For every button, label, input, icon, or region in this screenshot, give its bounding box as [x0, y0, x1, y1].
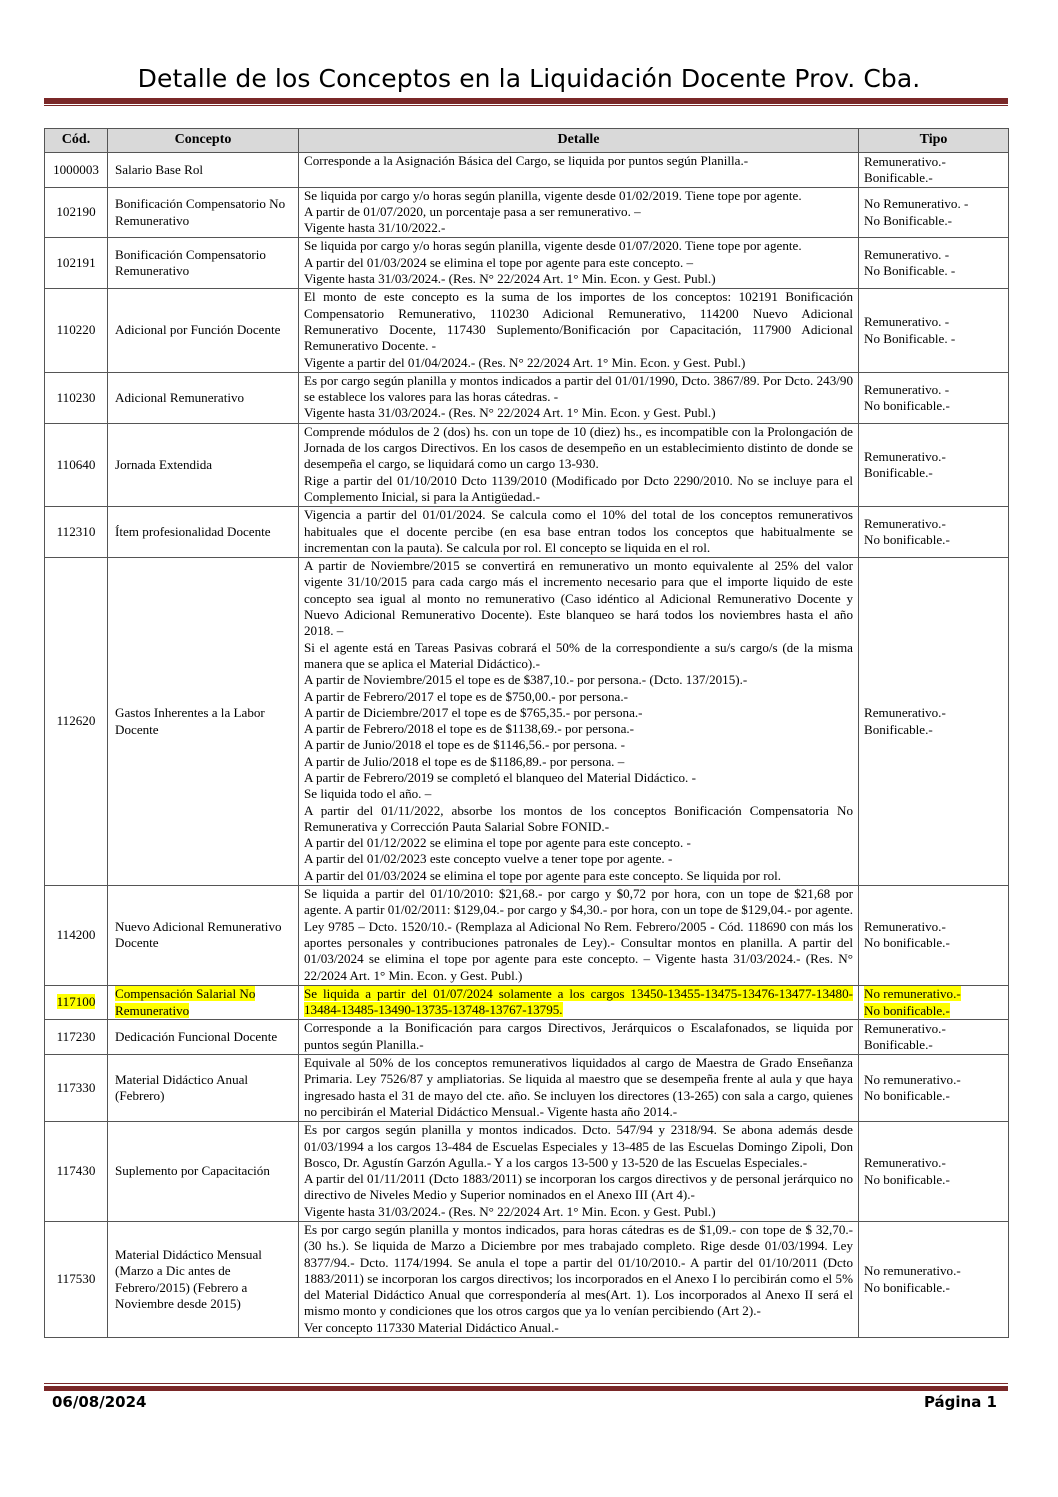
codigo-text: 117430 [56, 1163, 96, 1179]
concepto-text: Compensación Salarial No Remunerativo [115, 986, 256, 1018]
cell-tipo [859, 558, 1009, 886]
detalle-line: A partir de Noviembre/2015 el tope es de $387,10.- por persona.- (Dcto. 137/2015).- [304, 672, 748, 688]
detalle-line: A partir de Julio/2018 el tope es de $1186,89.- por persona. – [304, 753, 625, 769]
header-concepto: Concepto [108, 129, 299, 153]
detalle-line: Rige a partir del 01/10/2010 Dcto 1139/2010 (Modificado por Dcto 2290/2010. No se incluye para el Complemento Inicial, si para la Antigüedad.- [304, 472, 853, 504]
codigo-text: 117100 [56, 994, 96, 1010]
concepto-text: Adicional por Función Docente [115, 322, 281, 338]
tipo-text: Remunerativo.- Bonificable.- [864, 705, 946, 737]
detalle-line: Comprende módulos de 2 (dos) hs. con un tope de 10 (diez) hs., es incompatible con la Prolongación de Jornada de los cargos Directivos. En los casos de desempeño en un establecimiento distinto de donde se desempeña el cargo, se liquidará como un cargo 13-930. [304, 423, 853, 472]
detalle-line: Vigente hasta 31/03/2024.- (Res. N° 22/2024 Art. 1° Min. Econ. y Gest. Publ.) [304, 405, 716, 421]
table-row [45, 558, 1009, 886]
detalle-line: Si el agente está en Tareas Pasivas cobrará el 50% de la correspondiente a su/s cargo/s (de la misma manera que se aplica el Material Didáctico).- [304, 639, 853, 671]
cell-codigo [45, 507, 108, 558]
codigo-text: 114200 [56, 927, 96, 943]
cell-detalle [299, 886, 859, 986]
detalle-line: Se liquida por cargo y/o horas según planilla, vigente desde 01/07/2020. Tiene tope por agente. [304, 238, 802, 254]
cell-detalle [299, 238, 859, 289]
cell-codigo [45, 238, 108, 289]
tipo-text: Remunerativo.- No bonificable.- [864, 919, 950, 951]
detalle-line: El monto de este concepto es la suma de los importes de los conceptos: 102191 Bonificación Compensatorio Remunerativo, 110230 Adicional Remunerativo, 114200 Nuevo Adicional Remunerativo Docente, 117430 Suplemento/Bonificación por Capacitación, 117900 Adicional Remunerativo Docente. - [304, 289, 853, 354]
detalle-line: A partir de Febrero/2018 el tope es de $1138,69.- por persona.- [304, 721, 635, 737]
tipo-text: Remunerativo.- Bonificable.- [864, 448, 946, 480]
cell-concepto [108, 985, 299, 1020]
tipo-text: No remunerativo.- No bonificable.- [864, 1263, 961, 1295]
table-row [45, 507, 1009, 558]
cell-detalle [299, 423, 859, 506]
codigo-text: 117230 [56, 1029, 96, 1045]
cell-tipo [859, 238, 1009, 289]
cell-concepto [108, 423, 299, 506]
tipo-text: Remunerativo.- Bonificable.- [864, 1020, 946, 1053]
detalle-line: Vigente hasta 31/10/2022.- [304, 220, 446, 236]
cell-detalle [299, 153, 859, 188]
cell-detalle [299, 372, 859, 423]
detalle-line: Se liquida todo el año. – [304, 786, 432, 802]
codigo-text: 1000003 [53, 161, 99, 177]
table-row [45, 289, 1009, 372]
table-row [45, 187, 1009, 238]
detalle-line: A partir del 01/03/2024 se elimina el tope por agente para este concepto. – [304, 254, 694, 270]
concepto-text: Bonificación Compensatorio No Remunerativo [115, 196, 286, 228]
detalle-line: Corresponde a la Bonificación para cargos Directivos, Jerárquicos o Escalafonados, se liquida por puntos según Planilla.- [304, 1020, 853, 1052]
detalle-highlight: Se liquida a partir del 01/07/2024 solamente a los cargos 13450-13455-13475-13476-13477-13480-13484-13485-13490-13735-13748-13767-13795. [304, 985, 853, 1018]
cell-concepto [108, 558, 299, 886]
cell-detalle [299, 558, 859, 886]
detalle-line: A partir de Diciembre/2017 el tope es de $765,35.- por persona.- [304, 704, 643, 720]
tipo-text: Remunerativo. - No Bonificable. - [864, 247, 956, 279]
cell-tipo [859, 423, 1009, 506]
cell-tipo [859, 187, 1009, 238]
detalle-line [304, 169, 853, 185]
table-row [45, 886, 1009, 986]
detalle-line: Vigente hasta 31/03/2024.- (Res. N° 22/2024 Art. 1° Min. Econ. y Gest. Publ.) [304, 271, 716, 287]
table-row [45, 1020, 1009, 1055]
concepto-text: Ítem profesionalidad Docente [115, 524, 271, 540]
table-row [45, 1055, 1009, 1122]
detalle-line: Se liquida por cargo y/o horas según planilla, vigente desde 01/02/2019. Tiene tope por agente. [304, 187, 802, 203]
detalle-line: Se liquida a partir del 01/10/2010: $21,68.- por cargo y $0,72 por hora, con un tope de $21,68 por agente. A partir 01/02/2011: $129,04.- por cargo y $4,30.- por hora, con un tope de $129,04.- por agente. Ley 9785 – Dcto. 1520/10.- (Remplaza al Adicional No Rem. Febrero/2005 - Cód. 118690 con más los aportes personales y contribuciones patronales de Ley).- Consultar montos en planilla. A partir del 01/03/2024 se elimina el tope por agente para este concepto. – Vigente hasta 31/03/2024.- (Res. N° 22/2024 Art. 1° Min. Econ. y Gest. Publ.) [304, 886, 853, 983]
tipo-text: Remunerativo.- No bonificable.- [864, 1155, 950, 1187]
cell-detalle [299, 985, 859, 1020]
cell-codigo [45, 289, 108, 372]
header-tipo: Tipo [859, 129, 1009, 153]
cell-codigo [45, 886, 108, 986]
cell-concepto [108, 153, 299, 188]
cell-codigo [45, 1222, 108, 1338]
codigo-text: 112620 [56, 713, 96, 729]
cell-tipo [859, 985, 1009, 1020]
concepto-text: Bonificación Compensatorio Remunerativo [115, 247, 266, 279]
detalle-line: A partir del 01/11/2022, absorbe los montos de los conceptos Bonificación Compensatoria No Remunerativa y Corrección Pauta Salarial Sobre FONID.- [304, 802, 853, 834]
header-codigo: Cód. [45, 129, 108, 153]
detalle-line: Es por cargo según planilla y montos indicados, para horas cátedras es de $1,09.- con tope de $ 32,70.- (30 hs.). Se liquida de Marzo a Diciembre por mes trabajado completo. Rige desde 01/03/1994. Ley 8377/94.- Dcto. 1174/1994. Se anula el tope a partir del 01/10/2010.- A partir del 01/10/2011 (Dcto 1883/2011) se incorporan los cargos directivos; los incorporados en el Anexo I lo percibirán como el 5% del Material Didáctico Anual que correspondería al mes(Art. 1). Los incorporados al Anexo II será el mismo monto y condiciones que los otros cargos que ya lo venían percibiendo (Art 2).- [304, 1222, 853, 1319]
detalle-line: Equivale al 50% de los conceptos remunerativos liquidados al cargo de Maestra de Grado Enseñanza Primaria. Ley 7526/87 y ampliatorias. Se liquida al maestro que se desempeña frente al aula y que haya ingresado hasta el 31 de mayo del cte. año. Se incluyen los directores (13-265) con sala a cargo, quienes no percibirán el Material Didáctico Mensual.- Vigente hasta año 2014.- [304, 1055, 853, 1119]
concepto-text: Material Didáctico Mensual (Marzo a Dic antes de Febrero/2015) (Febrero a Noviembre desde 2015) [115, 1246, 262, 1311]
detalle-line: Vigencia a partir del 01/01/2024. Se calcula como el 10% del total de los conceptos remunerativos habituales que el docente percibe (en esa base entran todos los conceptos que habitualmente se incrementan con la pauta). Se calcula por rol. El concepto se liquida en el rol. [304, 507, 853, 555]
concepto-text: Suplemento por Capacitación [115, 1163, 270, 1179]
cell-detalle [299, 1020, 859, 1055]
table-row [45, 985, 1009, 1020]
title-rule [44, 98, 1008, 104]
cell-codigo [45, 985, 108, 1020]
detalle-line: A partir de Febrero/2017 el tope es de $750,00.- por persona.- [304, 688, 628, 704]
codigo-text: 112310 [56, 524, 96, 540]
cell-tipo [859, 507, 1009, 558]
concepto-text: Material Didáctico Anual (Febrero) [115, 1071, 249, 1104]
concepto-text: Adicional Remunerativo [115, 389, 245, 405]
detalle-line: A partir de Febrero/2019 se completó el blanqueo del Material Didáctico. - [304, 769, 696, 785]
codigo-text: 110230 [56, 389, 96, 405]
tipo-text: Remunerativo. - No bonificable.- [864, 381, 950, 413]
tipo-text: No remunerativo.- No bonificable.- [864, 1071, 961, 1104]
table-row [45, 153, 1009, 188]
table-header-row [45, 129, 1009, 153]
concepto-text: Gastos Inherentes a la Labor Docente [115, 705, 265, 737]
cell-codigo [45, 1020, 108, 1055]
header-detalle: Detalle [299, 129, 859, 153]
detalle-line: A partir del 01/11/2011 (Dcto 1883/2011) se incorporan los cargos directivos y de personal jerárquico no directivo de Niveles Medio y Superior nominados en el Anexo III (Art 4).- [304, 1171, 853, 1203]
cell-detalle [299, 1222, 859, 1338]
footer-rule [44, 1383, 1008, 1384]
concepto-text: Dedicación Funcional Docente [115, 1029, 278, 1045]
codigo-text: 102190 [56, 204, 96, 220]
cell-detalle [299, 1122, 859, 1222]
table-row [45, 238, 1009, 289]
detalle-line: Ver concepto 117330 Material Didáctico Anual.- [304, 1319, 559, 1335]
cell-tipo [859, 1222, 1009, 1338]
cell-tipo [859, 886, 1009, 986]
table-row [45, 423, 1009, 506]
cell-tipo [859, 153, 1009, 188]
table-row [45, 372, 1009, 423]
detalle-line: Vigente a partir del 01/04/2024.- (Res. N° 22/2024 Art. 1° Min. Econ. y Gest. Publ.) [304, 354, 746, 370]
cell-detalle [299, 507, 859, 558]
codigo-text: 102191 [56, 255, 96, 271]
cell-codigo [45, 372, 108, 423]
concepto-text: Jornada Extendida [115, 456, 213, 472]
cell-codigo [45, 1055, 108, 1122]
detalle-line: A partir de Noviembre/2015 se convertirá en remunerativo un monto equivalente al 25% del valor vigente 31/10/2015 para cada cargo más el incremento necesario para que el importe liquido de este concepto sea igual al monto no remunerativo (Caso idéntico al Adicional Remunerativo Docente y Nuevo Adicional Remunerativo Docente). Este blanqueo se hará todos los noviembres hasta el año 2018. – [304, 558, 853, 639]
detalle-line: Es por cargo según planilla y montos indicados a partir del 01/01/1990, Dcto. 3867/89. Por Dcto. 243/90 se establece los valores para las horas cátedras. - [304, 372, 853, 405]
detalle-line: A partir de 01/07/2020, un porcentaje pasa a ser remunerativo. – [304, 203, 641, 219]
codigo-text: 117330 [56, 1079, 96, 1095]
cell-detalle [299, 187, 859, 238]
footer-page-number: Página 1 [923, 1393, 997, 1411]
table-row [45, 1222, 1009, 1338]
tipo-text: No Remunerativo. - No Bonificable.- [864, 196, 969, 228]
detalle-line: A partir del 01/03/2024 se elimina el tope por agente para este concepto. Se liquida por rol. [304, 867, 782, 883]
cell-codigo [45, 153, 108, 188]
table-row [45, 1122, 1009, 1222]
detalle-line: Vigente hasta 31/03/2024.- (Res. N° 22/2024 Art. 1° Min. Econ. y Gest. Publ.) [304, 1203, 716, 1219]
detalle-line: A partir del 01/12/2022 se elimina el tope por agente para este concepto. - [304, 835, 691, 851]
detalle-line: Corresponde a la Asignación Básica del Cargo, se liquida por puntos según Planilla.- [304, 153, 749, 168]
detalle-line: Es por cargos según planilla y montos indicados. Dcto. 547/94 y 2318/94. Se abona además desde 01/03/1994 a los cargos 13-484 de Escuelas Especiales y 13-485 de las Escuelas Domingo Zipoli, Don Bosco, Dr. Agustín Garzón Agulla.- Y a los cargos 13-500 y 13-520 de las Escuelas Especiales.- [304, 1122, 853, 1170]
cell-codigo [45, 423, 108, 506]
tipo-text: Remunerativo.- No bonificable.- [864, 515, 950, 548]
cell-detalle [299, 1055, 859, 1122]
detalle-line: A partir de Junio/2018 el tope es de $1146,56.- por persona. - [304, 737, 625, 753]
cell-concepto [108, 507, 299, 558]
cell-concepto [108, 187, 299, 238]
cell-tipo [859, 1122, 1009, 1222]
cell-concepto [108, 1122, 299, 1222]
cell-tipo [859, 1055, 1009, 1122]
footer-date: 06/08/2024 [52, 1393, 147, 1411]
cell-concepto [108, 886, 299, 986]
concepto-text: Nuevo Adicional Remunerativo Docente [115, 919, 282, 951]
cell-concepto [108, 1222, 299, 1338]
detalle-line: A partir del 01/02/2023 este concepto vuelve a tener tope por agente. - [304, 851, 673, 867]
cell-concepto [108, 1055, 299, 1122]
cell-codigo [45, 1122, 108, 1222]
codigo-text: 110640 [56, 456, 96, 472]
codigo-text: 110220 [56, 322, 96, 338]
tipo-text: Remunerativo.- Bonificable.- [864, 153, 946, 185]
cell-tipo [859, 289, 1009, 372]
codigo-text: 117530 [56, 1271, 96, 1287]
cell-concepto [108, 1020, 299, 1055]
cell-concepto [108, 372, 299, 423]
cell-tipo [859, 372, 1009, 423]
cell-codigo [45, 558, 108, 886]
cell-detalle [299, 289, 859, 372]
tipo-text: No remunerativo.- No bonificable.- [864, 986, 961, 1018]
detalle-line [304, 986, 853, 1019]
concepto-text: Salario Base Rol [115, 161, 204, 177]
cell-codigo [45, 187, 108, 238]
document-title: Detalle de los Conceptos en la Liquidación Docente Prov. Cba. [137, 64, 921, 93]
tipo-text: Remunerativo. - No Bonificable. - [864, 314, 956, 346]
cell-concepto [108, 289, 299, 372]
cell-concepto [108, 238, 299, 289]
cell-tipo [859, 1020, 1009, 1055]
concepts-table [44, 128, 1009, 1338]
